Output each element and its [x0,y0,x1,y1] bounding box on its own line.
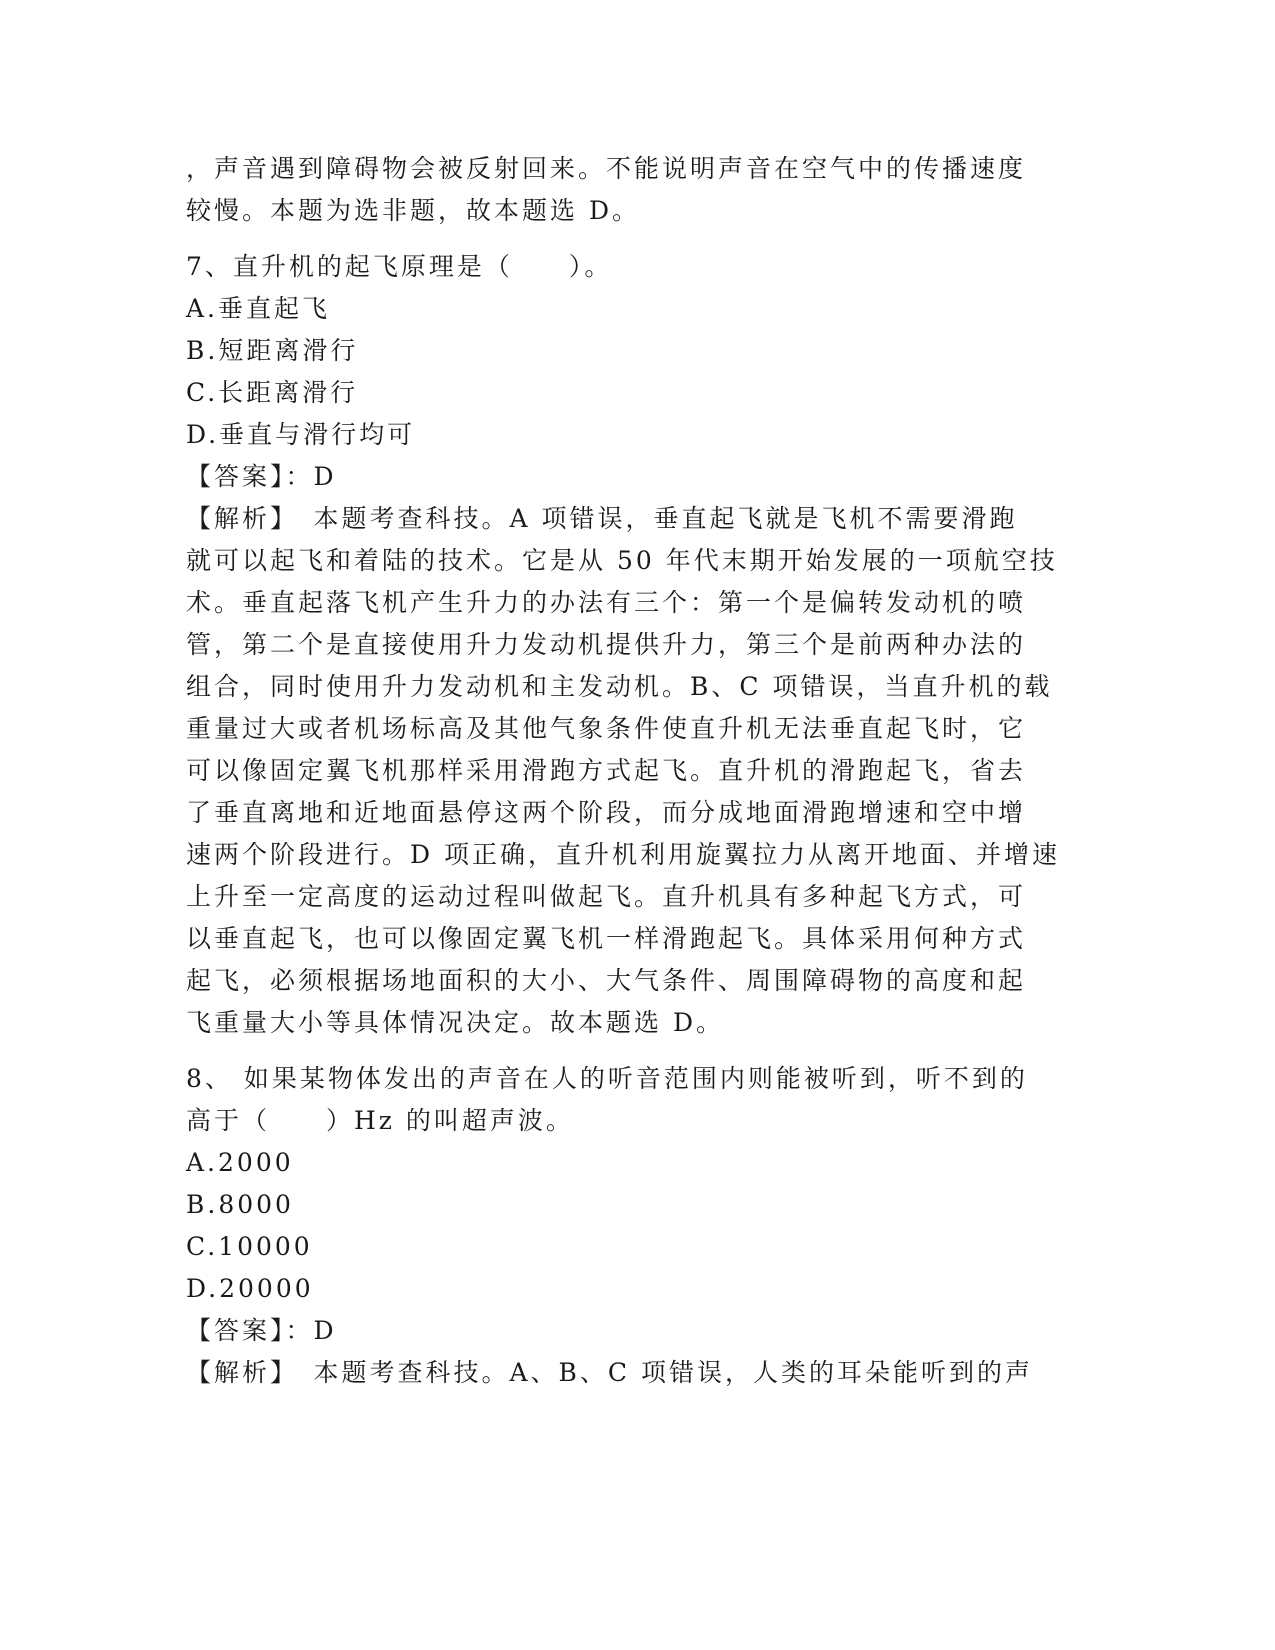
document-page [186,148,1086,1394]
text-line: 术。垂直起落飞机产生升力的办法有三个：第一个是偏转发动机的喷 [186,588,1027,617]
text-line: 重量过大或者机场标高及其他气象条件使直升机无法垂直起飞时，它 [186,714,1027,743]
text-line: 【解析】 本题考查科技。A 项错误，垂直起飞就是飞机不需要滑跑 [186,504,1018,533]
option-b: B.短距离滑行 [186,336,359,365]
text-line: 就可以起飞和着陆的技术。它是从 50 年代末期开始发展的一项航空技 [186,546,1058,575]
question-stem: 7、直升机的起飞原理是（ ）。 [186,252,613,281]
text-line: 起飞，必须根据场地面积的大小、大气条件、周围障碍物的高度和起 [186,966,1027,995]
option-d: D.20000 [186,1274,314,1303]
text-line: 【解析】 本题考查科技。A、B、C 项错误，人类的耳朵能听到的声 [186,1358,1034,1387]
question-7 [186,246,1086,1044]
question-stem: 8、 如果某物体发出的声音在人的听音范围内则能被听到，听不到的 [186,1064,1028,1093]
text-line: 以垂直起飞，也可以像固定翼飞机一样滑跑起飞。具体采用何种方式 [186,924,1027,953]
text-line: 组合，同时使用升力发动机和主发动机。B、C 项错误，当直升机的载 [186,672,1053,701]
answer-line: 【答案】：D [186,1316,337,1345]
question-8 [186,1058,1086,1394]
option-b: B.8000 [186,1190,294,1219]
continuation-paragraph [186,148,1086,232]
text-line: 上升至一定高度的运动过程叫做起飞。直升机具有多种起飞方式，可 [186,882,1027,911]
answer-line: 【答案】：D [186,462,337,491]
option-c: C.长距离滑行 [186,378,359,407]
option-a: A.垂直起飞 [186,294,331,323]
option-c: C.10000 [186,1232,313,1261]
text-line: 较慢。本题为选非题，故本题选 D。 [186,196,640,225]
text-line: ，声音遇到障碍物会被反射回来。不能说明声音在空气中的传播速度 [186,154,1027,183]
text-line: 了垂直离地和近地面悬停这两个阶段，而分成地面滑跑增速和空中增 [186,798,1027,827]
text-line: 管，第二个是直接使用升力发动机提供升力，第三个是前两种办法的 [186,630,1027,659]
text-line: 飞重量大小等具体情况决定。故本题选 D。 [186,1008,724,1037]
text-line: 可以像固定翼飞机那样采用滑跑方式起飞。直升机的滑跑起飞，省去 [186,756,1027,785]
analysis-paragraph [186,498,1086,1044]
question-stem: 高于（ ）Hz 的叫超声波。 [186,1106,574,1135]
text-line: 速两个阶段进行。D 项正确，直升机利用旋翼拉力从离开地面、并增速 [186,840,1060,869]
option-a: A.2000 [186,1148,294,1177]
option-d: D.垂直与滑行均可 [186,420,416,449]
analysis-paragraph [186,1352,1086,1394]
